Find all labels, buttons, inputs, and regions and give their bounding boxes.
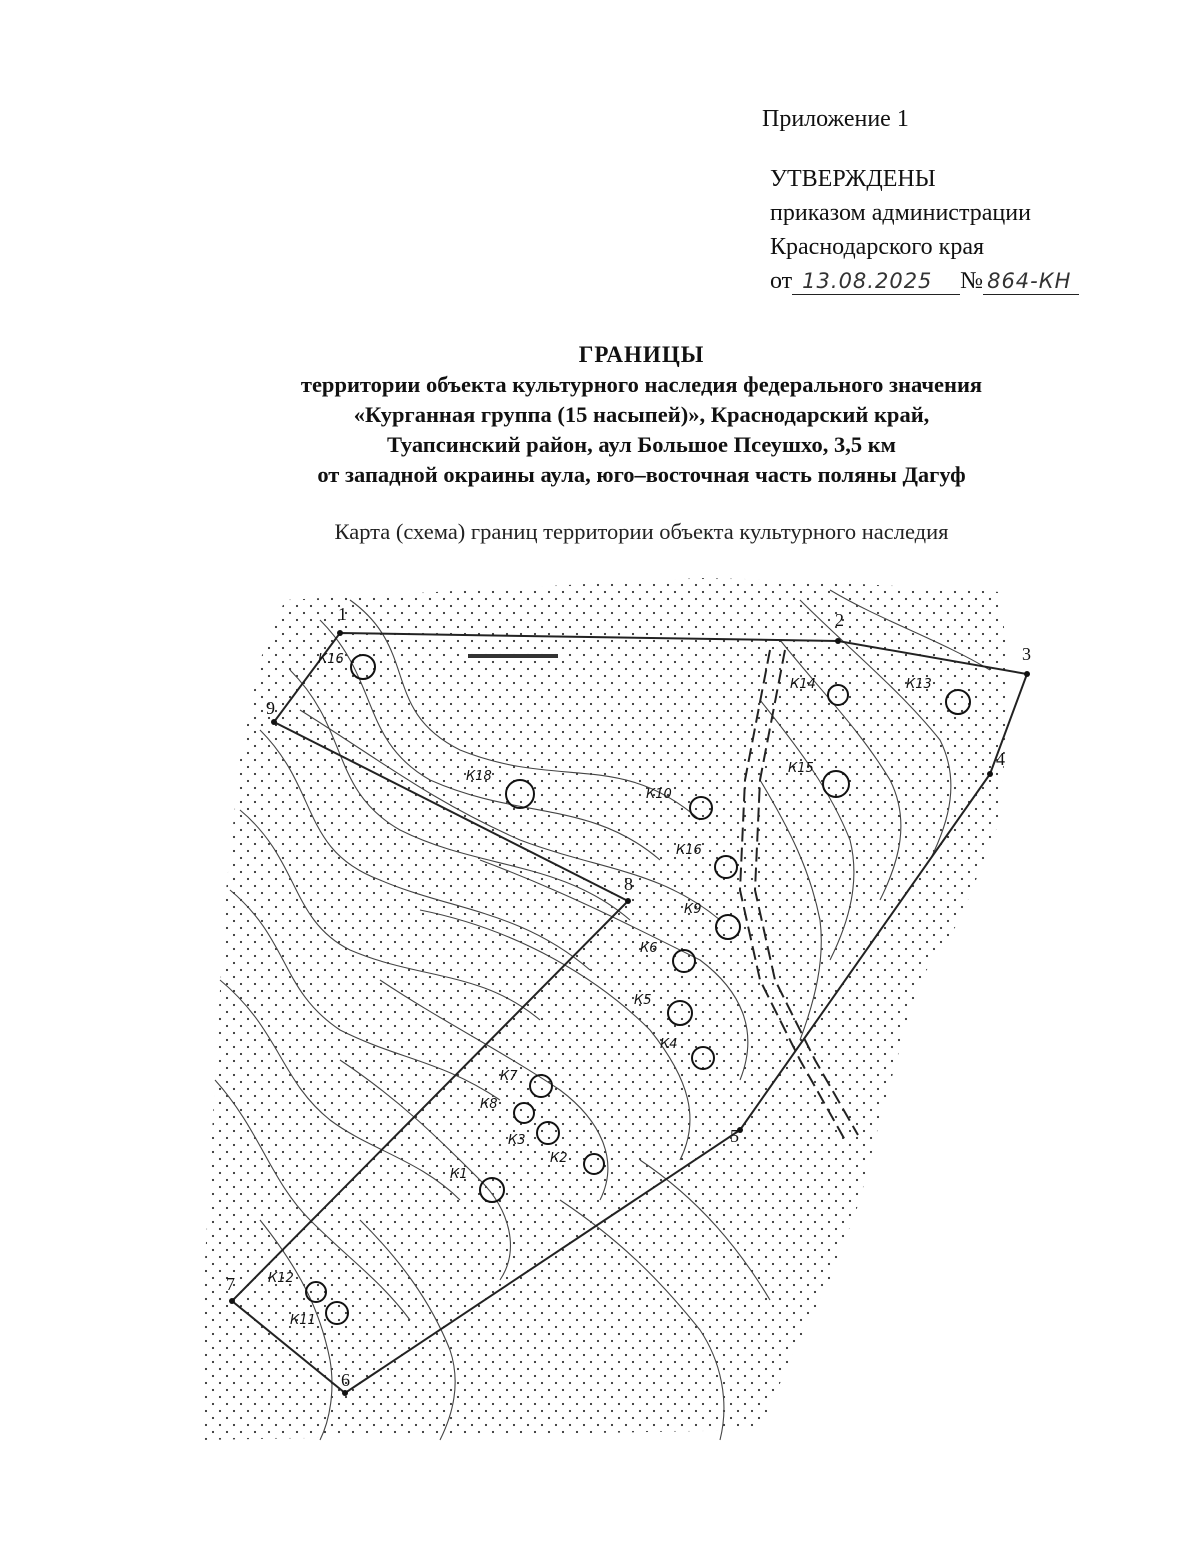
mound-label: К7 [500, 1069, 518, 1084]
mound-label: К14 [790, 677, 816, 692]
order-date: 13.08.2025 [792, 268, 960, 295]
number-sign: № [960, 268, 984, 294]
mound-label: К2 [550, 1151, 568, 1166]
mound-label: К16 [318, 652, 344, 667]
boundary-point-marker [1024, 671, 1030, 677]
map-caption: Карта (схема) границ территории объекта культурного наследия [334, 519, 949, 544]
mound-label: К11 [290, 1313, 316, 1328]
mound-label: К8 [480, 1097, 498, 1112]
boundary-point-marker [987, 771, 993, 777]
mound-label: К6 [640, 941, 658, 956]
boundary-point-label: 3 [1022, 644, 1031, 664]
mound-label: К12 [268, 1271, 294, 1286]
title-line-1: территории объекта культурного наследия федерального значения [300, 372, 983, 397]
boundary-point-label: 9 [266, 698, 275, 718]
boundary-point-label: 2 [835, 610, 844, 630]
approved-org: Краснодарского края [770, 234, 985, 260]
mound-label: К4 [660, 1037, 678, 1052]
boundary-point-marker [271, 719, 277, 725]
approved-by: приказом администрации [770, 200, 1031, 226]
boundary-point-label: 8 [624, 874, 633, 894]
date-prefix: от [770, 268, 793, 294]
approved-title: УТВЕРЖДЕНЫ [770, 166, 936, 192]
boundary-point-marker [337, 630, 343, 636]
boundary-point-label: 5 [730, 1126, 739, 1146]
boundary-point-label: 6 [341, 1370, 350, 1390]
mound-label: К18 [466, 769, 492, 784]
title-line-4: от западной окраины аула, юго–восточная часть поляны Дагуф [317, 462, 966, 487]
boundary-point-label: 4 [996, 749, 1005, 769]
boundary-point-marker [835, 638, 841, 644]
mound-label: К15 [788, 761, 814, 776]
mound-label: К1 [450, 1167, 468, 1182]
title-line-2: «Курганная группа (15 насыпей)», Краснодарский край, [353, 402, 930, 427]
boundary-point-marker [342, 1390, 348, 1396]
boundary-point-label: 7 [226, 1274, 235, 1294]
mound-label: К5 [634, 993, 652, 1008]
mound-label: К10 [646, 787, 672, 802]
terrain-fill [200, 578, 1010, 1440]
scale-mark [468, 654, 558, 658]
appendix-label: Приложение 1 [762, 106, 909, 132]
mound-label: К3 [508, 1133, 526, 1148]
document-title [0, 340, 1200, 490]
boundary-point-marker [625, 898, 631, 904]
boundary-map [0, 560, 1200, 1460]
boundary-point-label: 1 [338, 604, 347, 624]
mound-label: К16 [676, 843, 702, 858]
mound-label: К13 [906, 677, 932, 692]
boundary-point-marker [229, 1298, 235, 1304]
order-date-number [770, 264, 1079, 298]
mound-label: К9 [684, 902, 702, 917]
approval-block [770, 162, 1079, 298]
order-number: 864-КН [983, 268, 1079, 295]
title-main: ГРАНИЦЫ [578, 342, 705, 367]
title-line-3: Туапсинский район, аул Большое Псеушхо, 3,5 км [387, 432, 896, 457]
